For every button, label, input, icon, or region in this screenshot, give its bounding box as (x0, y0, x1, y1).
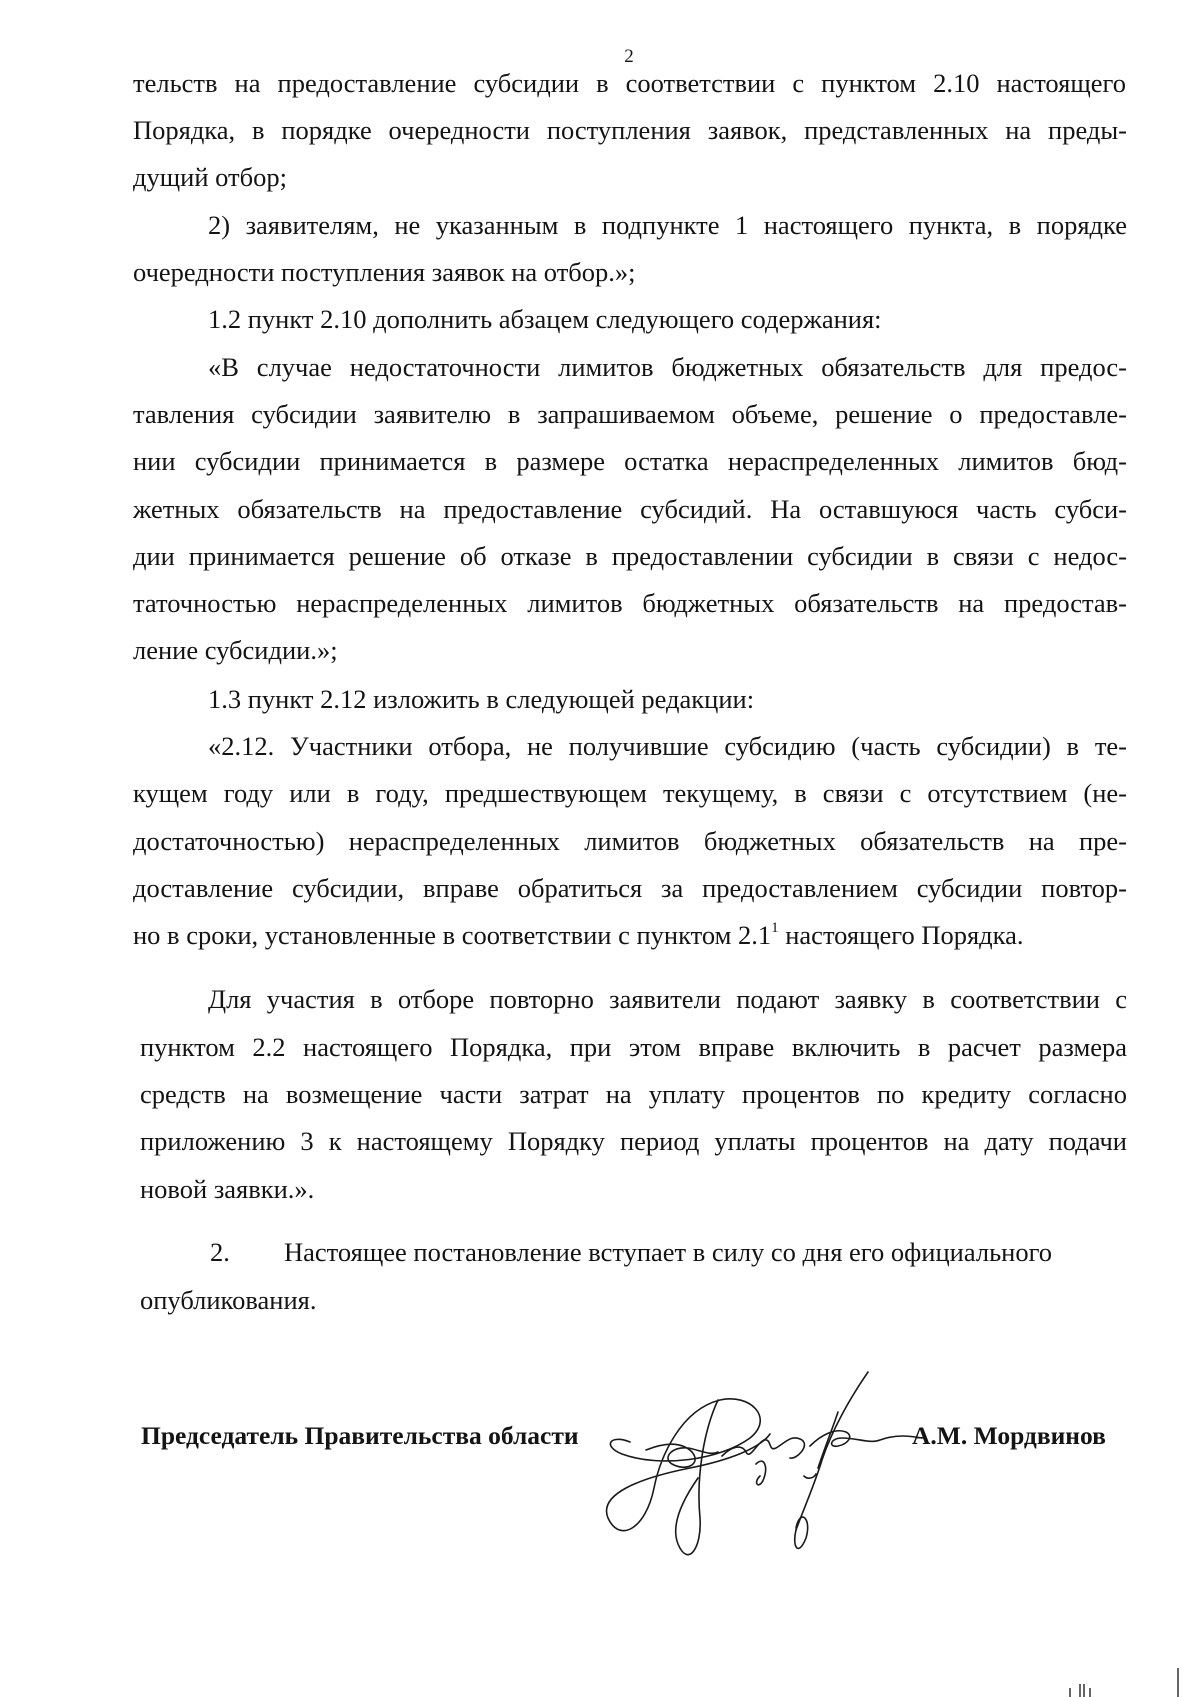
text-line: Порядка, в порядке очередности поступления заявок, представленных на преды- (133, 115, 1127, 145)
numbered-item (210, 1235, 1052, 1269)
text-line: 1.2 пункт 2.10 дополнить абзацем следующего содержания: (208, 304, 882, 334)
text-line: средств на возмещение части затрат на уплату процентов по кредиту согласно (140, 1079, 1127, 1109)
handwritten-signature (600, 1368, 940, 1588)
text-line: таточностью нераспределенных лимитов бюджетных обязательств на предостав- (133, 588, 1127, 618)
text-line: дущий отбор; (133, 162, 287, 192)
text-line: тавления субсидии заявителю в запрашиваемом объеме, решение о предоставле- (133, 399, 1127, 429)
text-line: очередности поступления заявок на отбор.»; (133, 257, 636, 287)
text-line: кущем году или в году, предшествующем текущему, в связи с отсутствием (не- (133, 778, 1127, 808)
text-line: пунктом 2.2 настоящего Порядка, при этом вправе включить в расчет размера (140, 1032, 1127, 1062)
text-line: «В случае недостаточности лимитов бюджетных обязательств для предос- (208, 352, 1127, 382)
scan-edge-marks (1050, 1660, 1200, 1697)
signatory-position: Председатель Правительства области (141, 1421, 579, 1450)
text-line: Для участия в отборе повторно заявители подают заявку в соответствии с (208, 984, 1127, 1014)
superscript: 1 (771, 920, 779, 936)
text-line: «2.12. Участники отбора, не получившие субсидию (часть субсидии) в те- (208, 731, 1127, 761)
signature-block (0, 1400, 1200, 1600)
text-line: жетных обязательств на предоставление субсидий. На оставшуюся часть субси- (133, 494, 1127, 524)
text-line: приложению 3 к настоящему Порядку период уплаты процентов на дату подачи (140, 1126, 1127, 1156)
text-fragment: настоящего Порядка. (778, 920, 1024, 950)
text-line: 2) заявителям, не указанным в подпункте 1 настоящего пункта, в порядке (208, 210, 1127, 240)
item-text: Настоящее постановление вступает в силу со дня его официального (284, 1237, 1053, 1267)
text-line: 1.3 пункт 2.12 изложить в следующей редакции: (208, 684, 755, 714)
text-line: доставление субсидии, вправе обратиться за предоставлением субсидии повтор- (133, 873, 1127, 903)
text-fragment: но в сроки, установленные в соответствии с пунктом 2.1 (133, 920, 772, 950)
text-line-with-superscript (133, 918, 1024, 957)
text-line: новой заявки.». (140, 1174, 315, 1204)
text-line: ление субсидии.»; (133, 635, 338, 665)
text-line: тельств на предоставление субсидии в соответствии с пунктом 2.10 настоящего (133, 68, 1126, 98)
page-number: 2 (624, 46, 634, 67)
text-line: нии субсидии принимается в размере остатка нераспределенных лимитов бюд- (133, 446, 1127, 476)
signatory-name: А.М. Мордвинов (912, 1421, 1106, 1450)
text-line: дии принимается решение об отказе в предоставлении субсидии в связи с недос- (133, 541, 1127, 571)
item-number: 2. (210, 1237, 230, 1267)
text-line: опубликования. (140, 1285, 317, 1315)
text-line: достаточностью) нераспределенных лимитов бюджетных обязательств на пре- (133, 826, 1127, 856)
